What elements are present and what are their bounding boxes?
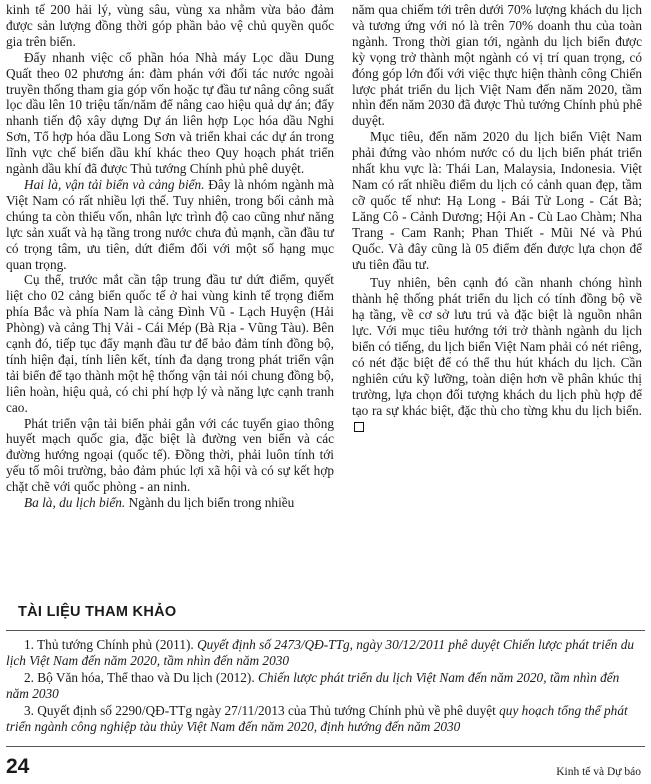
references-list bbox=[6, 637, 642, 737]
section-lead: Ba là, du lịch biển. bbox=[24, 495, 126, 511]
paragraph bbox=[6, 495, 334, 511]
paragraph: năm qua chiếm tới trên dưới 70% lượng khách du lịch và tương ứng với nó là trên 70% doanh thu của toàn ngành. Trong thời gian tới, ngành du lịch biển được kỳ vọng trở thành một ngành có vị trí quan trọng, có đóng góp lớn đối với việc thực hiện thành công Chiến lược phát triển du lịch Việt Nam đến năm 2020, tầm nhìn đến năm 2030 đã được Thủ tướng Chính phủ phê duyệt. bbox=[352, 2, 642, 129]
paragraph-text: Ngành du lịch biển trong nhiều bbox=[125, 495, 295, 511]
reference-item bbox=[6, 670, 642, 702]
paragraph bbox=[6, 177, 334, 272]
reference-title: quy hoạch tổng thể phát triển ngành công nghiệp tàu thủy Việt Nam đến năm 2020, định hướng đến năm 2030 bbox=[6, 703, 628, 735]
paragraph: Đẩy nhanh việc cổ phần hóa Nhà máy Lọc dầu Dung Quất theo 02 phương án: đàm phán với đối tác nước ngoài truyền thống tham gia góp vốn hoặc tự đầu tư nâng công suất lọc dầu lên 10 triệu tấn/năm để nâng cao hiệu quả dự án; đẩy nhanh tiến độ xây dựng Dự án liên hợp Lọc hóa dầu Nghi Sơn, Tổ hợp hóa dầu Long Sơn và triển khai các dự án trong lĩnh vực chế biến dầu khí khác theo Quy hoạch phát triển ngành dầu khí đã được Thủ tướng Chính phủ phê duyệt. bbox=[6, 49, 334, 177]
reference-title: Chiến lược phát triển du lịch Việt Nam đến năm 2020, tầm nhìn đến năm 2030 bbox=[6, 670, 620, 702]
page-number: 24 bbox=[6, 755, 30, 778]
section-lead: Hai là, vận tải biển và cảng biển. bbox=[24, 176, 205, 192]
end-of-article-mark bbox=[354, 422, 364, 432]
reference-item bbox=[6, 637, 642, 669]
paragraph: kinh tế 200 hải lý, vùng sâu, vùng xa nhằm vừa bảo đảm được sản lượng đồng thời góp phần bảo vệ chủ quyền quốc gia trên biển. bbox=[6, 2, 334, 49]
divider bbox=[6, 746, 645, 747]
reference-text: 1. Thủ tướng Chính phủ (2011). bbox=[24, 637, 198, 652]
paragraph: Mục tiêu, đến năm 2020 du lịch biển Việt Nam phải đứng vào nhóm nước có du lịch biển phát triển nhất khu vực là: Thái Lan, Malaysia, Indonesia. Việt Nam có rất nhiều điểm du lịch có cảnh quan đẹp, tầm cỡ quốc tế như: Hạ Long - Bái Tử Long - Cát Bà; Lăng Cô - Cảnh Dương; Hội An - Cù Lao Chàm; Nha Trang - Cam Ranh; Phan Thiết - Mũi Né và Phú Quốc. Và đây cũng là 05 điểm đến được lựa chọn để ưu tiên đầu tư. bbox=[352, 129, 642, 272]
paragraph: Phát triển vận tải biển phải gắn với các tuyến giao thông huyết mạch quốc gia, đặc biệt là đường ven biển và các đường hướng ngoại (quốc tế). Đồng thời, phải luôn tính tới yếu tố môi trường, bảo đảm phúc lợi xã hội và có sự kết hợp chặt chẽ với quốc phòng - an ninh. bbox=[6, 415, 334, 495]
reference-title: Quyết định số 2473/QĐ-TTg, ngày 30/12/2011 phê duyệt Chiến lược phát triển du lịch Việt Nam đến năm 2020, tầm nhìn đến năm 2030 bbox=[6, 637, 635, 669]
reference-text: 3. Quyết định số 2290/QĐ-TTg ngày 27/11/2013 của Thủ tướng Chính phủ về phê duyệt bbox=[24, 703, 500, 719]
right-column bbox=[352, 2, 642, 434]
paragraph-text: Đây là nhóm ngành mà Việt Nam có rất nhiều lợi thế. Tuy nhiên, trong bối cảnh mà chúng ta còn thiếu vốn, nhân lực trình độ cao cũng như năng lực sản xuất và hạ tầng trong nước chưa đủ mạnh, cần đầu tư có trọng tâm, ưu tiên, dứt điểm đối với một số hạng mục quan trọng. bbox=[6, 176, 334, 272]
divider bbox=[6, 630, 645, 631]
reference-item bbox=[6, 703, 642, 735]
paragraph: Cụ thể, trước mắt cần tập trung đầu tư dứt điểm, quyết liệt cho 02 cảng biển quốc tế ở hai vùng kinh tế trọng điểm phía Bắc và phía Nam là cảng Đình Vũ - Lạch Huyện (Hải Phòng) và cảng Thị Vải - Cái Mép (Bà Rịa - Vũng Tàu). Bên cạnh đó, tiếp tục đẩy mạnh đầu tư để bảo đảm tính đồng bộ, tính hiện đại, tính liên kết, tính đa dạng trong phát triển vận tải biển để tạo thành một hệ thống vận tải nói chung đồng bộ, liên hoàn, hiệu quả, có chi phí hợp lý và năng lực cạnh tranh cao. bbox=[6, 272, 334, 415]
paragraph-text: Tuy nhiên, bên cạnh đó cần nhanh chóng hình thành hệ thống phát triển du lịch có tính đồng bộ về hạ tầng, về cơ sở lưu trú và đặc biệt là nguồn nhân lực. Với mục tiêu hướng tới trở thành ngành du lịch biển có tiếng, du lịch biển Việt Nam phải có nét riêng, có nét đặc biệt để có thể thu hút khách du lịch. Cần nghiên cứu kỹ lưỡng, toàn diện hơn về phân khúc thị trường, lựa chọn đối tượng khách du lịch phù hợp để tạo ra sự khác biệt, đặc thù cho từng khu du lịch biển. bbox=[352, 275, 642, 418]
journal-name: Kinh tế và Dự báo bbox=[556, 766, 641, 778]
reference-text: 2. Bộ Văn hóa, Thể thao và Du lịch (2012). bbox=[24, 670, 259, 686]
references-heading: TÀI LIỆU THAM KHẢO bbox=[18, 604, 177, 620]
left-column bbox=[6, 2, 334, 511]
paragraph bbox=[352, 275, 642, 434]
